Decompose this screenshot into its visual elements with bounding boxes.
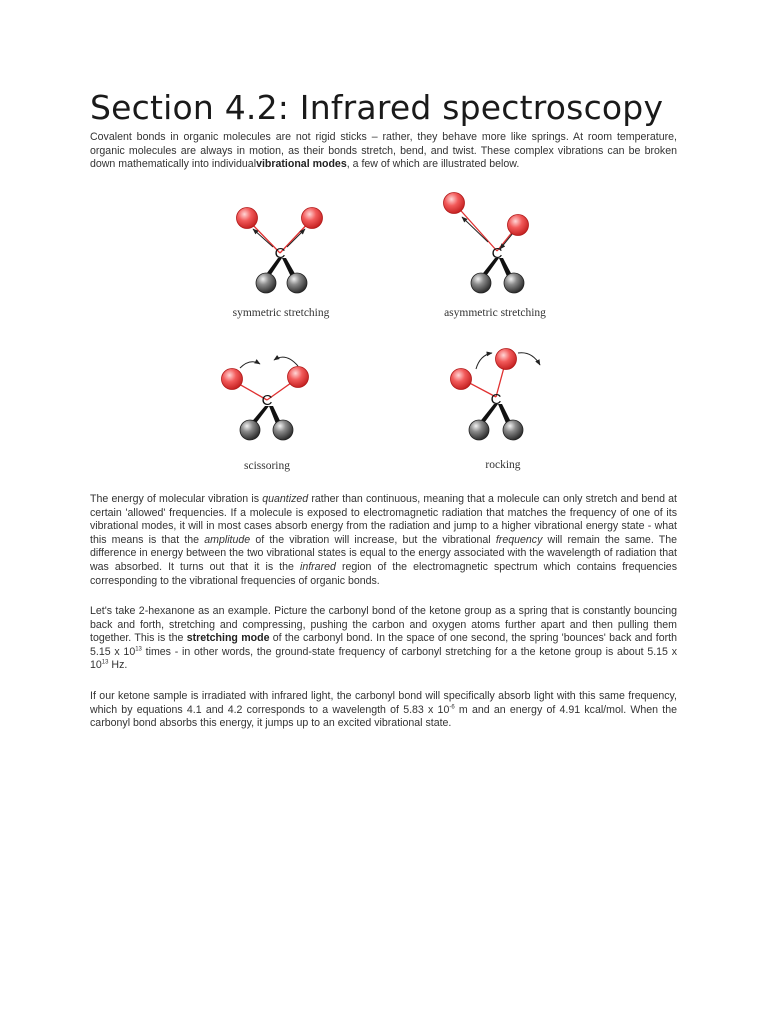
substituent-atom (503, 420, 523, 440)
carbon-label: C (491, 245, 503, 262)
oxygen-atom (508, 215, 529, 236)
infrared-term: infrared (299, 560, 336, 573)
vibrational-modes-term: vibrational modes (256, 158, 347, 171)
oxygen-atom (496, 349, 517, 370)
substituent-atom (256, 273, 276, 293)
para3-text: of the carbonyl bond. In the space of one second, the spring 'bounces' back and forth 5.15 x 10 (90, 632, 677, 658)
page-title: Section 4.2: Infrared spectroscopy (90, 88, 664, 127)
caption-scissoring: scissoring (244, 460, 290, 472)
para2-text: region of the electromagnetic spectrum which contains frequencies corresponding to the vibrational frequencies of organic bonds. (90, 560, 677, 587)
frequency-term: frequency (495, 533, 543, 546)
para3-text: times - in other words, the ground-state frequency of carbonyl stretching for a the ketone group is about 5.15 x 10 (90, 645, 677, 672)
paragraph-hexanone (90, 605, 677, 673)
para2-text: of the vibration will increase, but the vibrational (250, 533, 496, 546)
para4-text: If our ketone sample is irradiated with infrared light, the carbonyl bond will specifically absorb light with this same frequency, which by equations 4.1 and 4.2 corresponds to a wavelength of 5.83 x 10 (90, 690, 677, 716)
substituent-atom (273, 420, 293, 440)
carbon-label: C (261, 392, 273, 409)
rocking-diagram (440, 343, 560, 448)
stretching-mode-term: stretching mode (186, 632, 270, 645)
exponent: 13 (135, 646, 142, 653)
para4-text: m and an energy of 4.91 kcal/mol. When the carbonyl bond absorbs this energy, it jumps up to an excited vibrational state. (90, 703, 677, 730)
caption-symmetric-stretching: symmetric stretching (232, 307, 330, 319)
oxygen-atom (222, 369, 243, 390)
paragraph-quantized (90, 493, 677, 588)
exponent: -6 (449, 704, 455, 711)
para2-text: will remain the same. The difference in energy between the two vibrational states is equal to the energy associated with the wavelength of radiation that was absorbed. It turns out that it is the (90, 533, 678, 573)
oxygen-atom (288, 367, 309, 388)
carbon-label: C (274, 245, 286, 262)
intro-paragraph (90, 131, 677, 172)
substituent-atom (504, 273, 524, 293)
oxygen-atom (444, 193, 465, 214)
exponent: 13 (101, 659, 109, 666)
para3-text: Hz. (108, 659, 128, 672)
substituent-atom (240, 420, 260, 440)
para2-text: rather than continuous, meaning that a molecule can only stretch and bend at certain 'allowed' frequencies. If a molecule is exposed to electromagnetic radiation that matches the frequency of one of its vibrational modes, it will in most cases absorb energy from the radiation and jump to a higher vibrational energy state - what this means is that the (90, 493, 677, 546)
oxygen-atom (237, 208, 258, 229)
intro-text: Covalent bonds in organic molecules are not rigid sticks – rather, they behave more like springs. At room temperature, organic molecules are always in motion, as their bonds stretch, bend, and twist. These complex vibrations can be broken down mathematically into individual (90, 131, 677, 171)
oxygen-atom (302, 208, 323, 229)
caption-rocking: rocking (485, 459, 521, 471)
para3-text: Let's take 2-hexanone as an example. Picture the carbonyl bond of the ketone group as a spring that is constantly bouncing back and forth, stretching and compressing, pushing the carbon and oxygen atoms further apart and then pulling them together. This is the (90, 605, 677, 645)
symmetric-stretching-diagram (220, 198, 340, 298)
substituent-atom (471, 273, 491, 293)
quantized-term: quantized (262, 493, 309, 505)
amplitude-term: amplitude (204, 533, 251, 546)
asymmetric-stretching-diagram (430, 185, 560, 300)
carbon-label: C (490, 391, 502, 408)
paragraph-infrared-absorption (90, 690, 677, 731)
caption-asymmetric-stretching: asymmetric stretching (444, 307, 546, 319)
scissoring-diagram (210, 350, 320, 450)
substituent-atom (287, 273, 307, 293)
oxygen-atom (451, 369, 472, 390)
para2-text: The energy of molecular vibration is (90, 493, 263, 505)
intro-text-end: , a few of which are illustrated below. (346, 158, 520, 171)
substituent-atom (469, 420, 489, 440)
